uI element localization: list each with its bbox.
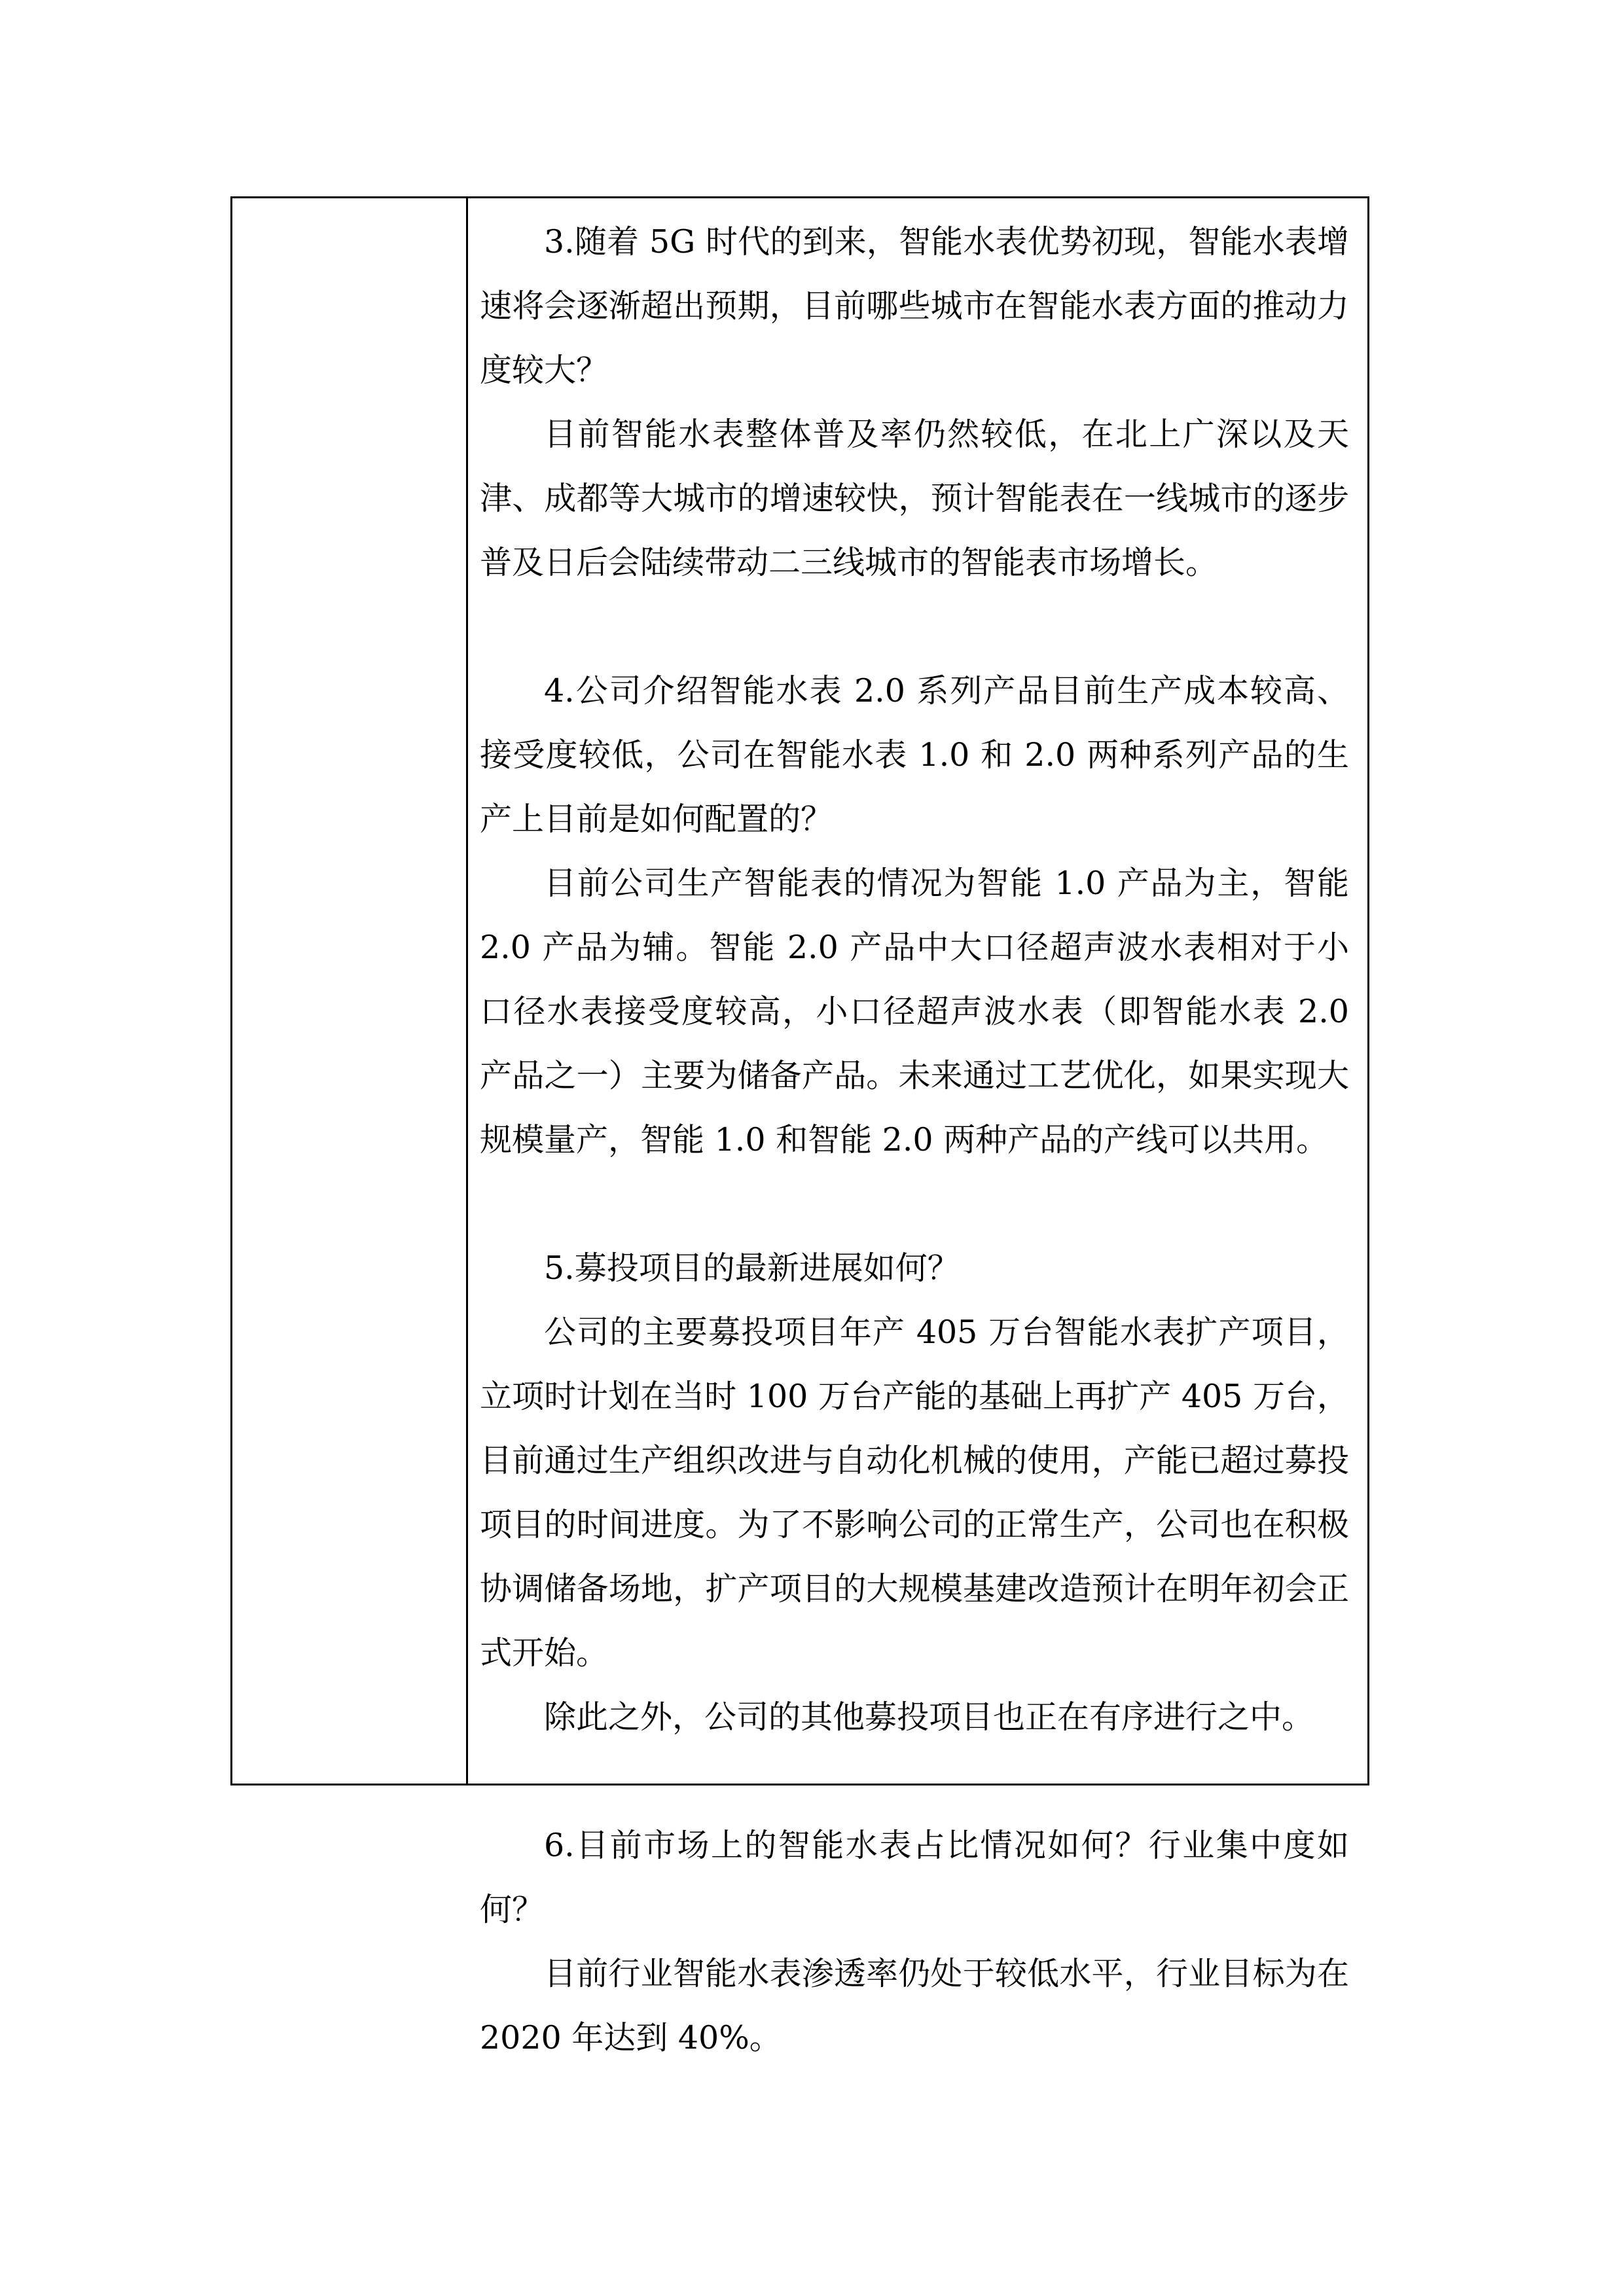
table-content-cell <box>468 198 1367 2056</box>
paragraph-gap <box>480 595 1349 659</box>
answer-6: 目前行业智能水表渗透率仍处于较低水平，行业目标为在 2020 年达到 40%。 <box>480 1955 1349 2056</box>
question-6: 6.目前市场上的智能水表占比情况如何？行业集中度如何？ <box>480 1827 1349 1928</box>
qa-block-6 <box>480 1814 1349 2070</box>
document-table <box>230 196 1369 2056</box>
paragraph-gap <box>480 1749 1349 1814</box>
qa-block-4 <box>480 659 1349 1172</box>
qa-block-3 <box>480 210 1349 595</box>
answer-5-part-1: 公司的主要募投项目年产 405 万台智能水表扩产项目，立项时计划在当时 100 万台产能的基础上再扩产 405 万台，目前通过生产组织改进与自动化机械的使用，产能已超过募投项目的时间进度。为了不影响公司的正常生产，公司也在积极协调储备场地，扩产项目的大规模基建改造预计在明年初会正式开始。 <box>480 1314 1349 1672</box>
table-left-cell <box>232 198 468 1784</box>
question-3: 3.随着 5G 时代的到来，智能水表优势初现，智能水表增速将会逐渐超出预期，目前哪些城市在智能水表方面的推动力度较大？ <box>480 223 1349 389</box>
paragraph-gap <box>480 1172 1349 1236</box>
qa-block-5 <box>480 1236 1349 1749</box>
answer-3: 目前智能水表整体普及率仍然较低，在北上广深以及天津、成都等大城市的增速较快，预计智能表在一线城市的逐步普及日后会陆续带动二三线城市的智能表市场增长。 <box>480 416 1349 581</box>
question-4: 4.公司介绍智能水表 2.0 系列产品目前生产成本较高、接受度较低，公司在智能水表 1.0 和 2.0 两种系列产品的生产上目前是如何配置的？ <box>480 672 1349 838</box>
answer-5-part-2: 除此之外，公司的其他募投项目也正在有序进行之中。 <box>544 1698 1314 1736</box>
answer-4: 目前公司生产智能表的情况为智能 1.0 产品为主，智能 2.0 产品为辅。智能 2.0 产品中大口径超声波水表相对于小口径水表接受度较高，小口径超声波水表（即智能水表 2.0 产品之一）主要为储备产品。未来通过工艺优化，如果实现大规模量产，智能 1.0 和智能 2.0 两种产品的产线可以共用。 <box>480 865 1349 1158</box>
question-5: 5.募投项目的最新进展如何？ <box>544 1249 960 1287</box>
